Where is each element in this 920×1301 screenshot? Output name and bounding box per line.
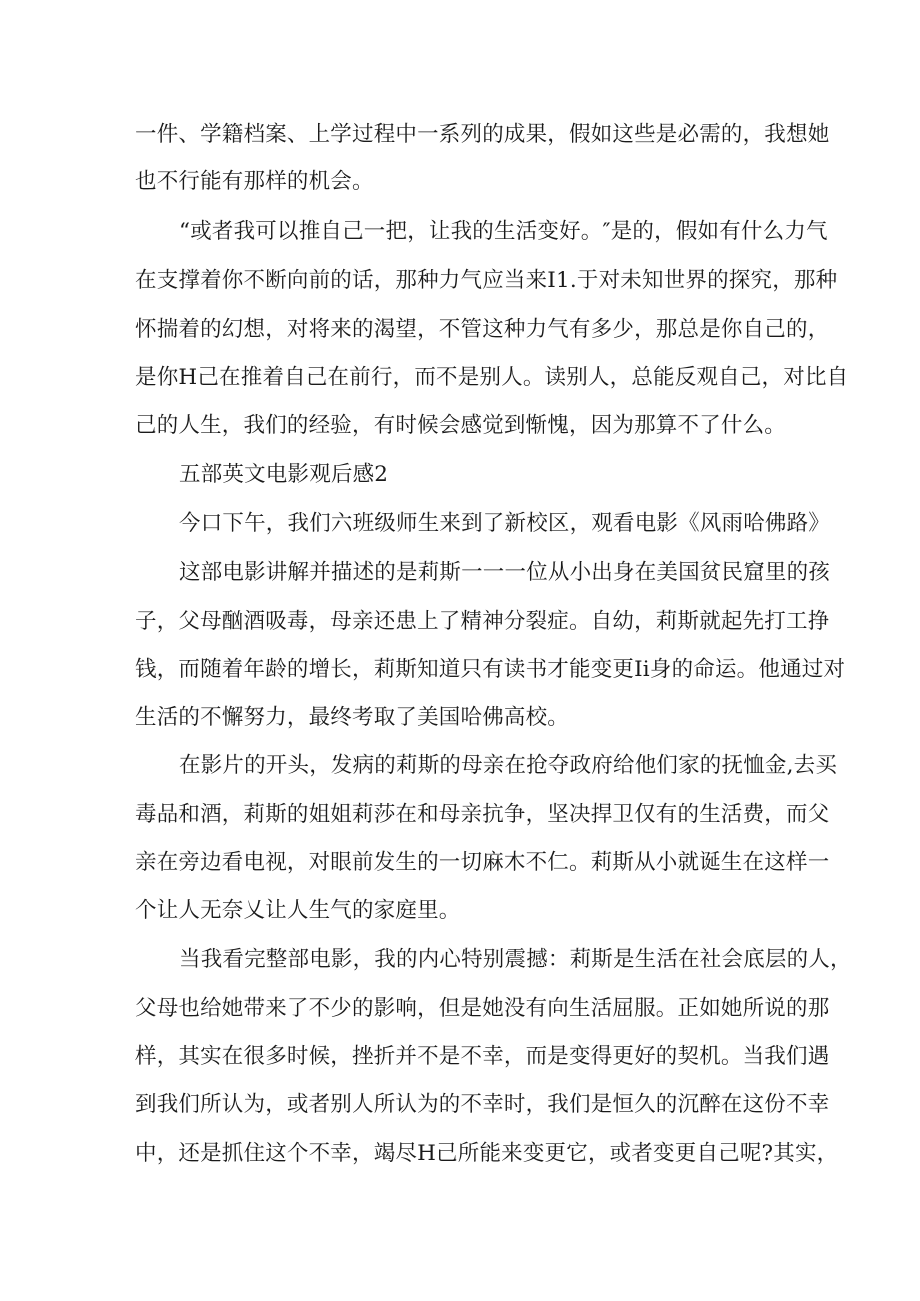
paragraph-line: “或者我可以推自己一把，让我的生活变好。″是的，假如有什么力气: [179, 219, 828, 244]
paragraph-line: 当我看完整部电影，我的内心特别震撼：莉斯是生活在社会底层的人，: [179, 947, 852, 972]
paragraph-line: 亲在旁边看电视，对眼前发生的一切麻木不仁。莉斯从小就诞生在这样一: [135, 850, 830, 875]
paragraph-line: 到我们所认为，或者别人所认为的不幸时，我们是恒久的沉醉在这份不幸: [135, 1092, 830, 1117]
paragraph-line: 己的人生，我们的经验，有时候会感觉到惭愧，因为那算不了什么。: [135, 413, 787, 438]
paragraph-line: 个让人无奈乂让人生气的家庭里。: [135, 898, 461, 923]
paragraph-line: 是你H己在推着自己在前行，而不是别人。读别人，总能反观自己，对比自: [135, 365, 849, 390]
paragraph-line: 样，其实在很多时候，挫折并不是不幸，而是变得更好的契机。当我们遇: [135, 1044, 830, 1069]
paragraph-line: 怀揣着的幻想，对将来的渴望，不管这种力气有多少，那总是你自己的，: [135, 317, 830, 342]
paragraph-line: 父母也给她带来了不少的影响，但是她没有向生活屈服。正如她所说的那: [135, 996, 830, 1021]
paragraph-line: 在影片的开头，发病的莉斯的母亲在抢夺政府给他们家的抚恤金,去买: [179, 753, 838, 778]
paragraph-line: 在支撑着你不断向前的话，那种力气应当来Ⅰ1.于对未知世界的探究，那种: [135, 268, 838, 293]
paragraph-line: 今口下午，我们六班级师生来到了新校区，观看电影《风雨哈佛路》: [179, 511, 831, 536]
paragraph-line: 中，还是抓住这个不幸，竭尽H己所能来变更它，或者变更自己呢?其实，: [135, 1141, 839, 1166]
paragraph-line: 这部电影讲解并描述的是莉斯一一一位从小出身在美国贫民窟里的孩: [179, 560, 831, 585]
paragraph-line: 也不行能有那样的机会。: [135, 169, 374, 194]
paragraph-line: 一件、学籍档案、上学过程中一系列的成果，假如这些是必需的，我想她: [135, 122, 830, 147]
section-heading: 五部英文电影观后感2: [179, 462, 389, 487]
paragraph-line: 钱，而随着年龄的增长，莉斯知道只有读书才能变更Ii身的命运。他通过对: [135, 657, 846, 682]
paragraph-line: 子，父母酗酒吸毒，母亲还患上了精神分裂症。自幼，莉斯就起先打工挣: [135, 609, 830, 634]
paragraph-line: 生活的不懈努力，最终考取了美国哈佛高校。: [135, 705, 570, 730]
paragraph-line: 毒品和酒，莉斯的姐姐莉莎在和母亲抗争，坚决捍卫仅有的生活费，而父: [135, 802, 830, 827]
